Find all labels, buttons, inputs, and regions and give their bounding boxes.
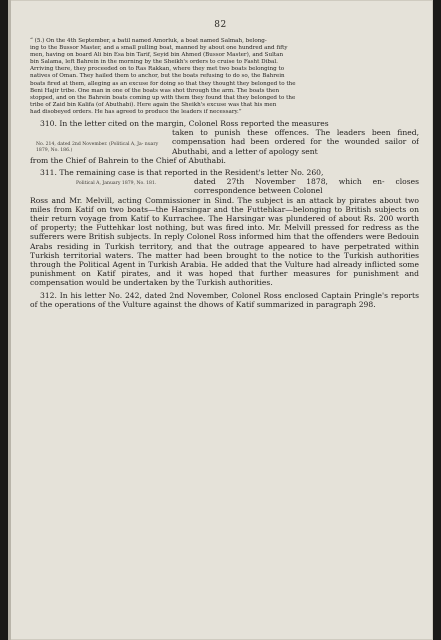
margin-note-310: No. 214, dated 2nd November. (Political A, Ja- nuary 1879, No. 186.) <box>36 142 159 154</box>
page-edge <box>8 0 11 640</box>
paragraph-311 <box>30 168 419 288</box>
para-312-text: 312. In his letter No. 242, dated 2nd November, Colonel Ross enclosed Captain Pringle's reports of the operations of the Vulture against the dhows of Katif summarized in paragraph 298. <box>30 290 419 309</box>
quote-line: had disobeyed orders. He has agreed to produce the leaders if necessary.” <box>30 108 242 115</box>
quote-line: natives of Oman. They hailed them to anchor, but the boats refusing to do so, the Bahrein <box>30 73 285 80</box>
quote-line: stopped, and on the Bahrein boats coming up with them they found that they belonged to the <box>30 94 296 101</box>
quote-line: Arriving there, they proceeded on to Ras Rakkan, where they met two boats belonging to <box>30 66 285 73</box>
paragraph-312 <box>30 291 419 309</box>
paragraph-310 <box>30 119 419 165</box>
para-310-last-line: from the Chief of Bahrein to the Chief of Abuthabi. <box>30 155 226 165</box>
para-310-margin-block <box>30 128 419 156</box>
para-311-body: Ross and Mr. Melvill, acting Commissioner in Sind. The subject is an attack by pirates about two miles from Katif on two boats—the Harsingar and the Futtehkar—belonging to British subjects on their return voyage from Katif to Kurrachee. The Harsingar was plundered of about Rs. 200 worth of property; the Futtehkar lost nothing, but was fired into. Mr. Melvill pressed for redress as the sufferers were British subjects. In reply Colonel Ross informed him that the offenders were Bedouin Arabs residing in Turkish territory, and that the outrage appeared to have perpetrated within Turkish territorial waters. The matter had been brought to the notice to the Turkish authorities through the Political Agent in Turkish Arabia. He added that the Vulture had already inflicted some punishment on Katif pirates, and it was hoped that further measures for punishment and compensation would be undertaken by the Turkish authorities. <box>30 195 419 288</box>
quote-line: ing to the Bussor Master, and a small pulling boat, manned by about one hundred and fifty <box>30 45 288 52</box>
para-311-first-line: 311. The remaining case is that reported in the Resident's letter No. 260, <box>40 168 324 178</box>
margin-note-311: Political A, January 1879, No. 181. <box>76 181 157 187</box>
document-page <box>8 0 433 640</box>
quoted-passage <box>30 38 419 116</box>
quote-line: boats fired at them, alleging as an excuse for doing so that they thought they belonged to the <box>30 80 296 87</box>
quote-line: Beni Hajir tribe. One man in one of the boats was shot through the arm. The boats then <box>30 87 280 94</box>
quote-line: men, having on board Ali bin Esa bin Tarif, Seyid bin Ahmed (Bussor Master), and Sultan <box>30 52 284 59</box>
quote-line: bin Salama, left Bahrein in the morning by the Sheikh's orders to cruise to Fasht Dibal. <box>30 59 278 66</box>
para-311-margin-block <box>30 177 419 195</box>
quote-line: tribe of Zaid bin Kalifa (of Abuthabi). Here again the Sheikh's excuse was that his men <box>30 101 277 108</box>
para-310-body: taken to punish these offences. The leaders been fined, compensation had been ordered for the wounded sailor of Abuthabi, and a letter of apology sent <box>172 128 419 156</box>
quote-line: “ (5.) On the 4th September, a batil named Amorluk, a boat named Salmah, belong- <box>30 38 267 44</box>
page-content <box>30 38 419 309</box>
para-310-first-line: 310. In the letter cited on the margin, Colonel Ross reported the measures <box>40 119 329 129</box>
para-311-intro: dated 27th November 1878, which en- closes correspondence between Colonel <box>194 177 419 196</box>
page-number: 82 <box>214 20 227 30</box>
